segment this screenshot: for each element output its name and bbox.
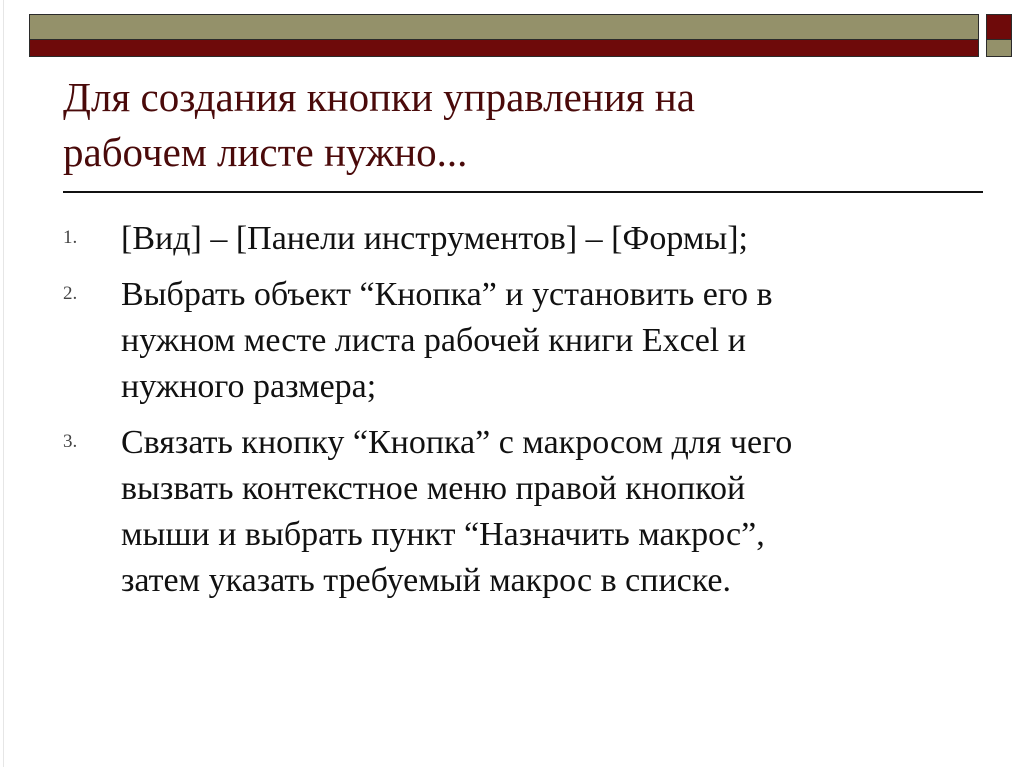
item-line: вызвать контекстное меню правой кнопкой: [121, 470, 746, 507]
steps-list: [63, 216, 963, 614]
item-line: затем указать требуемый макрос в списке.: [121, 562, 731, 599]
item-text: [121, 272, 963, 410]
title-divider: [63, 191, 983, 193]
list-item: [63, 272, 963, 410]
header-square-maroon: [986, 14, 1012, 40]
item-text: [121, 216, 963, 262]
header-square-olive: [986, 40, 1012, 57]
item-line: нужного размера;: [121, 368, 377, 405]
list-item: [63, 216, 963, 262]
item-number: 1.: [63, 227, 78, 248]
item-text: [121, 420, 963, 604]
item-number: 2.: [63, 283, 78, 304]
header-bar-maroon: [29, 40, 979, 57]
item-line: Выбрать объект “Кнопка” и установить его в: [121, 276, 773, 313]
list-item: [63, 420, 963, 604]
title-line: Для создания кнопки управления на: [63, 74, 695, 120]
title-line: рабочем листе нужно...: [63, 129, 468, 175]
item-number: 3.: [63, 431, 78, 452]
item-line: Связать кнопку “Кнопка” с макросом для чего: [121, 424, 793, 461]
item-line: [Вид] – [Панели инструментов] – [Формы];: [121, 220, 748, 257]
header-bar-olive: [29, 14, 979, 40]
item-line: мыши и выбрать пункт “Назначить макрос”,: [121, 516, 765, 553]
slide-title: [63, 70, 963, 180]
slide-frame-line: [3, 0, 4, 767]
item-line: нужном месте листа рабочей книги Excel и: [121, 322, 746, 359]
